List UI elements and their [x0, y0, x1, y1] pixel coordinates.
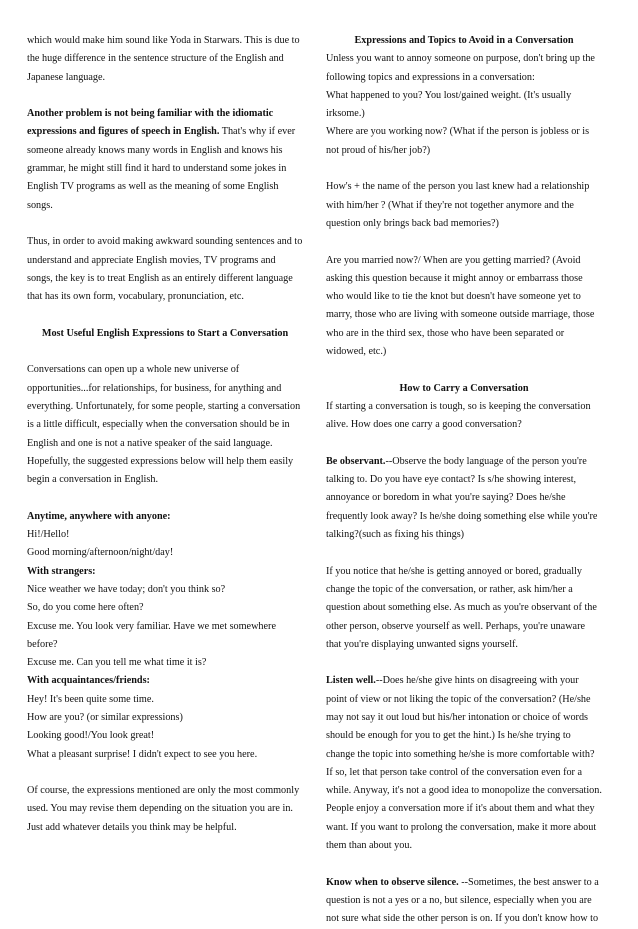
paragraph-yoda: which would make him sound like Yoda in Starwars. This is due to the huge difference in the sentence structure of the English and Japanese language. — [27, 35, 300, 83]
paragraph-thus: Thus, in order to avoid making awkward sounding sentences and to understand and appreciate English movies, TV programs and songs, the key is to treat English as an entirely different language that has its own form, vocabulary, pronunciation, etc. — [27, 236, 303, 303]
heading-start-conversation: Most Useful English Expressions to Start a Conversation — [41, 327, 289, 339]
expr-weather: Nice weather we have today; don't you think so? — [27, 583, 226, 595]
silence-bold-lead: Know when to observe silence. — [326, 876, 459, 888]
expr-good-morning: Good morning/afternoon/night/day! — [27, 547, 174, 559]
silence-text: --Sometimes, the best answer to a question is not a yes or a no, but silence, especially when you are not sure what side the other person is on. If you don't know how to — [326, 876, 599, 925]
expr-come-often: So, do you come here often? — [27, 602, 144, 614]
expr-married: Are you married now?/ When are you getting married? (Avoid asking this question because it might annoy or embarrass those who would like to tie the knot but doesn't have someone yet to marry, those who are living with someone outside marriage, those who are in the third sex, those who have been separated or widowed, etc.) — [326, 254, 595, 358]
paragraph-tough: If starting a conversation is tough, so is keeping the conversation alive. How does one carry a good conversation? — [326, 400, 591, 431]
expr-time: Excuse me. Can you tell me what time it is? — [27, 657, 207, 669]
label-anytime: Anytime, anywhere with anyone: — [27, 510, 171, 522]
label-strangers: With strangers: — [27, 565, 96, 577]
paragraph-silence — [326, 874, 602, 929]
right-column — [326, 32, 602, 929]
expr-familiar: Excuse me. You look very familiar. Have we met somewhere before? — [27, 620, 276, 650]
idioms-text: That's why if ever someone already knows many words in English and knows his grammar, he might still find it hard to understand some jokes in English TV programs as well as the meaning of some English songs. — [27, 126, 296, 211]
expr-some-time: Hey! It's been quite some time. — [27, 693, 154, 705]
heading-carry: How to Carry a Conversation — [399, 382, 529, 394]
heading-avoid: Expressions and Topics to Avoid in a Conversation — [354, 35, 574, 46]
expr-hello: Hi!/Hello! — [27, 529, 70, 541]
paragraph-conversations: Conversations can open up a whole new universe of opportunities...for relationships, for business, for anything and everything. Unfortunately, for some people, starting a conversation is a little difficult, especially when the conversation should be in English and one is not a native speaker of the said language. Hopefully, the suggested expressions below will help them easily begin a conversation in English. — [27, 364, 301, 486]
expr-weight: What happened to you? You lost/gained weight. (It's usually irksome.) — [326, 89, 572, 120]
listen-bold-lead: Listen well. — [326, 675, 376, 687]
expr-relationship: How's + the name of the person you last knew had a relationship with him/her ? (What if they're not together anymore and the question only brings back bad memories?) — [326, 181, 590, 229]
listen-text: --Does he/she give hints on disagreeing with your point of view or not liking the topic of the conversation? (He/she may not say it out loud but his/her intonation or choice of words should be enough for you to get the hint.) Is he/she trying to change the topic into something he/she is more comfortable with? If so, let that person take control of the conversation even for a while. Anyway, it's not a good idea to monopolize the conversation. People enjoy a conversation more if it's about them and what they want. If you want to prolong the conversation, make it more about them than about you. — [326, 675, 602, 852]
expr-working: Where are you working now? (What if the person is jobless or is not proud of his/her job?) — [326, 126, 590, 156]
label-acquaintances: With acquaintances/friends: — [27, 675, 150, 687]
paragraph-listen — [326, 672, 602, 855]
paragraph-notice: If you notice that he/she is getting annoyed or bored, gradually change the topic of the conversation, or rather, ask him/her a question about something else. As much as you're observant of the other person, observe yourself as well. Perhaps, you're unaware that you're displaying unwanted signs yourself. — [326, 565, 597, 650]
paragraph-unless: Unless you want to annoy someone on purpose, don't bring up the following topics and expressions in a conversation: — [326, 53, 595, 83]
observant-bold-lead: Be observant. — [326, 455, 386, 467]
left-column — [27, 32, 303, 837]
paragraph-observant — [326, 453, 602, 544]
expr-how-are-you: How are you? (or similar expressions) — [27, 711, 183, 723]
expr-looking-good: Looking good!/You look great! — [27, 730, 155, 742]
expr-surprise: What a pleasant surprise! I didn't expect to see you here. — [27, 748, 258, 760]
paragraph-of-course: Of course, the expressions mentioned are only the most commonly used. You may revise them depending on the situation you are in. Just add whatever details you think may be helpful. — [27, 785, 300, 833]
paragraph-idioms — [27, 105, 303, 215]
idioms-bold-lead: Another problem is not being familiar with the idiomatic expressions and figures of speech in English. — [27, 108, 274, 138]
observant-text: --Observe the body language of the person you're talking to. Do you have eye contact? Is s/he showing interest, annoyance or boredom in what you're saying? Does he/she frequently look away? Is he/she doing something else while you're talking?(such as fixing his things) — [326, 455, 598, 541]
